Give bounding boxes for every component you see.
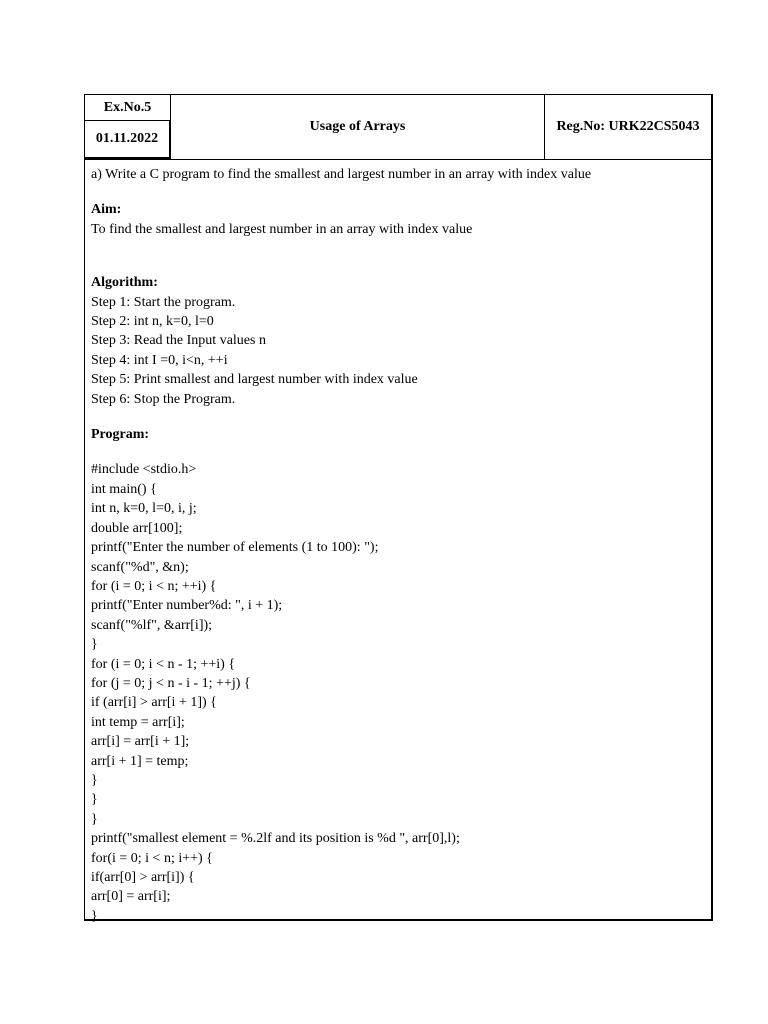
algorithm-step: Step 2: int n, k=0, l=0 (91, 314, 214, 330)
exercise-date: 01.11.2022 (85, 121, 171, 159)
aim-text: To find the smallest and largest number in an array with index value (91, 221, 473, 237)
spacer (91, 444, 705, 460)
algorithm-step: Step 4: int I =0, i<n, ++i (91, 352, 228, 368)
program-code (91, 460, 705, 926)
code-line: arr[i + 1] = temp; (91, 753, 189, 769)
code-line: scanf("%lf", &arr[i]); (91, 617, 213, 633)
code-line: for (i = 0; i < n - 1; ++i) { (91, 656, 236, 672)
code-line: } (91, 792, 98, 808)
code-line: arr[i] = arr[i + 1]; (91, 734, 190, 750)
code-line: for(i = 0; i < n; i++) { (91, 850, 213, 866)
code-line: printf("Enter number%d: ", i + 1); (91, 598, 283, 614)
exercise-number: Ex.No.5 (85, 95, 171, 121)
code-line: printf("smallest element = %.2lf and its position is %d ", arr[0],l); (91, 831, 460, 847)
code-line: } (91, 637, 98, 653)
code-line: } (91, 908, 98, 924)
document-body (91, 165, 705, 926)
exercise-title: Usage of Arrays (171, 95, 545, 159)
code-line: if (arr[i] > arr[i + 1]) { (91, 695, 217, 711)
header-table (85, 95, 711, 160)
code-line: if(arr[0] > arr[i]) { (91, 870, 195, 885)
code-line: scanf("%d", &n); (91, 559, 189, 575)
code-line: #include <stdio.h> (91, 462, 197, 478)
code-line: double arr[100]; (91, 520, 183, 536)
code-line: for (j = 0; j < n - i - 1; ++j) { (91, 675, 251, 691)
spacer (91, 184, 705, 200)
code-line: } (91, 772, 98, 788)
question-text: a) Write a C program to find the smallest and largest number in an array with index value (91, 167, 592, 182)
document-sheet (84, 94, 713, 924)
spacer (91, 239, 705, 273)
code-line: for (i = 0; i < n; ++i) { (91, 578, 217, 594)
spacer (91, 409, 705, 425)
algorithm-steps (91, 293, 705, 409)
algorithm-step: Step 6: Stop the Program. (91, 391, 236, 407)
registration-number: Reg.No: URK22CS5043 (556, 119, 700, 134)
algorithm-step: Step 1: Start the program. (91, 294, 236, 310)
aim-heading: Aim: (91, 202, 122, 218)
program-heading: Program: (91, 427, 150, 443)
code-line: int temp = arr[i]; (91, 714, 185, 730)
code-line: printf("Enter the number of elements (1 to 100): "); (91, 540, 379, 556)
code-line: } (91, 811, 98, 827)
algorithm-step: Step 3: Read the Input values n (91, 333, 266, 349)
code-line: int main() { (91, 481, 157, 497)
algorithm-heading: Algorithm: (91, 275, 158, 291)
code-line: int n, k=0, l=0, i, j; (91, 501, 197, 517)
algorithm-step: Step 5: Print smallest and largest number with index value (91, 372, 418, 388)
code-line: arr[0] = arr[i]; (91, 889, 171, 905)
header-left-column (85, 95, 171, 159)
